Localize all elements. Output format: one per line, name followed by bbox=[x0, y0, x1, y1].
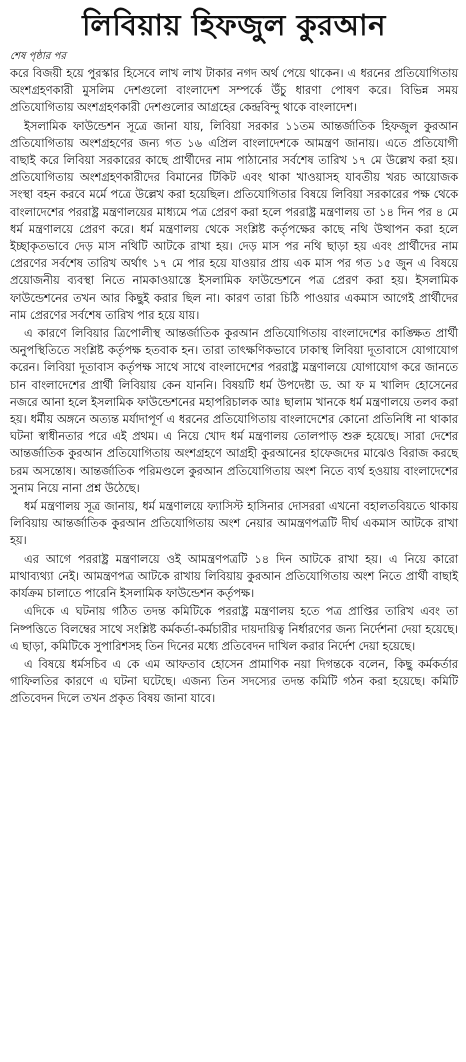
article-paragraph-6: এদিকে এ ঘটনায় গঠিত তদন্ত কমিটিকে পররাষ্ট্র মন্ত্রণালয় হতে পত্র প্রাপ্তির তারিখ এবং তা নিষ্পত্তিতে বিলম্বের সাথে সংশ্লিষ্ট কর্মকর্তা-কর্মচারীর দায়দায়িত্ব নির্ধারণের জন্য নির্দেশনা দেয়া হয়েছে। এ ছাড়া, কমিটিকে সুপারিশসহ তিন দিনের মধ্যে প্রতিবেদন দাখিল করার নির্দেশ দেয়া হয়েছে। bbox=[10, 605, 458, 653]
article-body bbox=[10, 65, 458, 708]
article-paragraph-3: এ কারণে লিবিয়ার ত্রিপোলীস্থ আন্তর্জাতিক কুরআন প্রতিযোগিতায় বাংলাদেশের কাঙ্ক্ষিত প্রার্থী অনুপস্থিতিতে সংশ্লিষ্ট কর্তৃপক্ষ হতবাক হন। তারা তাৎক্ষণিকভাবে ঢাকাস্থ লিবিয়া দূতাবাসে যোগাযোগ করেন। লিবিয়া দূতাবাস কর্তৃপক্ষ সাথে সাথে বাংলাদেশের পররাষ্ট্র মন্ত্রণালয়ে যোগাযোগ করে জানতে চান বাংলাদেশের প্রার্থী লিবিয়ায় কেন যাননি। বিষয়টি ধর্ম উপদেষ্টা ড. আ ফ ম খালিদ হোসেনের নজরে আনা হলে ইসলামিক ফাউন্ডেশনের মহাপরিচালক আঃ ছালাম খানকে ধর্ম মন্ত্রণালয়ে তলব করা হয়। ধর্মীয় অঙ্গনে অত্যন্ত মর্যাদাপূর্ণ এ ধরনের প্রতিযোগিতায় বাংলাদেশের কোনো প্রতিনিধি না থাকার ঘটনা স্বাধীনতার পরে এই প্রথম। এ নিয়ে খোদ ধর্ম মন্ত্রণালয় তোলপাড় শুরু হয়েছে। সারা দেশের আন্তর্জাতিক কুরআন প্রতিযোগিতায় অংশগ্রহণে আগ্রহী কুরআনের হাফেজদের মাঝেও বিরাজ করছে চরম অসন্তোষ। আন্তর্জাতিক পরিমণ্ডলে কুরআন প্রতিযোগিতায় অংশ নিতে ব্যর্থ হওয়ায় বাংলাদেশের সুনাম নিয়ে নানা প্রশ্ন উঠেছে। bbox=[10, 327, 458, 495]
continued-from-label: শেষ পৃষ্ঠার পর bbox=[10, 51, 66, 62]
article-paragraph-5: এর আগে পররাষ্ট্র মন্ত্রণালয়ে ওই আমন্ত্রণপত্রটি ১৪ দিন আটকে রাখা হয়। এ নিয়ে কারো মাথাব্যথ্যা নেই। আমন্ত্রণপত্র আটকে রাখায় লিবিয়ায় কুরআন প্রতিযোগিতায় অংশ নিতে প্রার্থী বাছাই কার্যক্রম চালাতে পারেনি ইসলামিক ফাউন্ডেশন কর্তৃপক্ষ। bbox=[10, 552, 458, 601]
article-paragraph-7: এ বিষয়ে ধর্মসচিব এ কে এম আফতাব হোসেন প্রামাণিক নয়া দিগন্তকে বলেন, কিছু কর্মকর্তার গাফিলতির কারণে এ ঘটনা ঘটেছে। এজন্য তিন সদস্যের তদন্ত কমিটি গঠন করা হয়েছে। কমিটি প্রতিবেদন দিলে তখন প্রকৃত বিষয় জানা যাবে। bbox=[10, 657, 458, 706]
article-paragraph-2: ইসলামিক ফাউন্ডেশন সূত্রে জানা যায়, লিবিয়া সরকার ১১তম আন্তর্জাতিক হিফজুল কুরআন প্রতিযোগিতায় অংশগ্রহণের জন্য গত ১৬ এপ্রিল বাংলাদেশকে আমন্ত্রণ জানায়। এতে প্রতিযোগী বাছাই করে লিবিয়া সরকারের কাছে প্রার্থীদের নাম পাঠানোর সর্বশেষ তারিখ ১৭ মে উল্লেখ করা হয়। প্রতিযোগিতায় অংশগ্রহণকারীদের বিমানের টিকিট এবং থাকা খাওয়াসহ যাবতীয় খরচ আয়োজক সংস্থা বহন করবে মর্মে পত্রে উল্লেখ করা হয়েছিল। প্রতিযোগিতার বিষয়ে লিবিয়া সরকারের পক্ষ থেকে বাংলাদেশের পররাষ্ট্র মন্ত্রণালয়ের মাধ্যমে পত্র প্রেরণ করা হলে পররাষ্ট্র মন্ত্রণালয় তা ১৪ দিন পর ৪ মে ধর্ম মন্ত্রণালয়ে প্রেরণ করে। ধর্ম মন্ত্রণালয় থেকে সংশ্লিষ্ট কর্তৃপক্ষের কাছে নথি উত্থাপন করা হলে ইচ্ছাকৃতভাবে দেড় মাস নথিটি আটকে রাখা হয়। দেড় মাস পর নথি ছাড়া হয় এবং প্রার্থীদের নাম প্রেরণের সর্বশেষ তারিখ অর্থাৎ ১৭ মে পার হয়ে যাওয়ার প্রায় এক মাস পর গত ১৫ জুন এ বিষয়ে প্রয়োজনীয় ব্যবস্থা নিতে নামকাওয়াস্তে ইসলামিক ফাউন্ডেশনে পত্র প্রেরণ করা হয়। ইসলামিক ফাউন্ডেশনের তখন আর কিছুই করার ছিল না। কারণ তারা চিঠি পাওয়ার একমাস আগেই প্রার্থীদের নাম প্রেরণের সর্বশেষ তারিখ পার হয়ে যায়। bbox=[10, 119, 458, 322]
article-headline: লিবিয়ায় হিফজুল কুরআন bbox=[82, 8, 386, 42]
article-paragraph-1: করে বিজয়ী হয়ে পুরস্কার হিসেবে লাখ লাখ টাকার নগদ অর্থ পেয়ে থাকেন। এ ধরনের প্রতিযোগিতায় অংশগ্রহণকারী মুসলিম দেশগুলো বাংলাদেশ সম্পর্কে উঁচু ধারণা পোষণ করে। বিভিন্ন সময় প্রতিযোগিতায় অংশগ্রহণকারী দেশগুলোর আগ্রহের কেন্দ্রবিন্দু থাকে বাংলাদেশ। bbox=[10, 67, 458, 115]
article-paragraph-4: ধর্ম মন্ত্রণালয় সূত্র জানায়, ধর্ম মন্ত্রণালয়ে ফ্যাসিস্ট হাসিনার দোসররা এখনো বহালতবিয়তে থাকায় লিবিয়ায় আন্তর্জাতিক কুরআন প্রতিযোগিতায় অংশ নেয়ার আমন্ত্রণপত্রটি দীর্ঘ একমাস আটকে রাখা হয়। bbox=[10, 500, 458, 548]
